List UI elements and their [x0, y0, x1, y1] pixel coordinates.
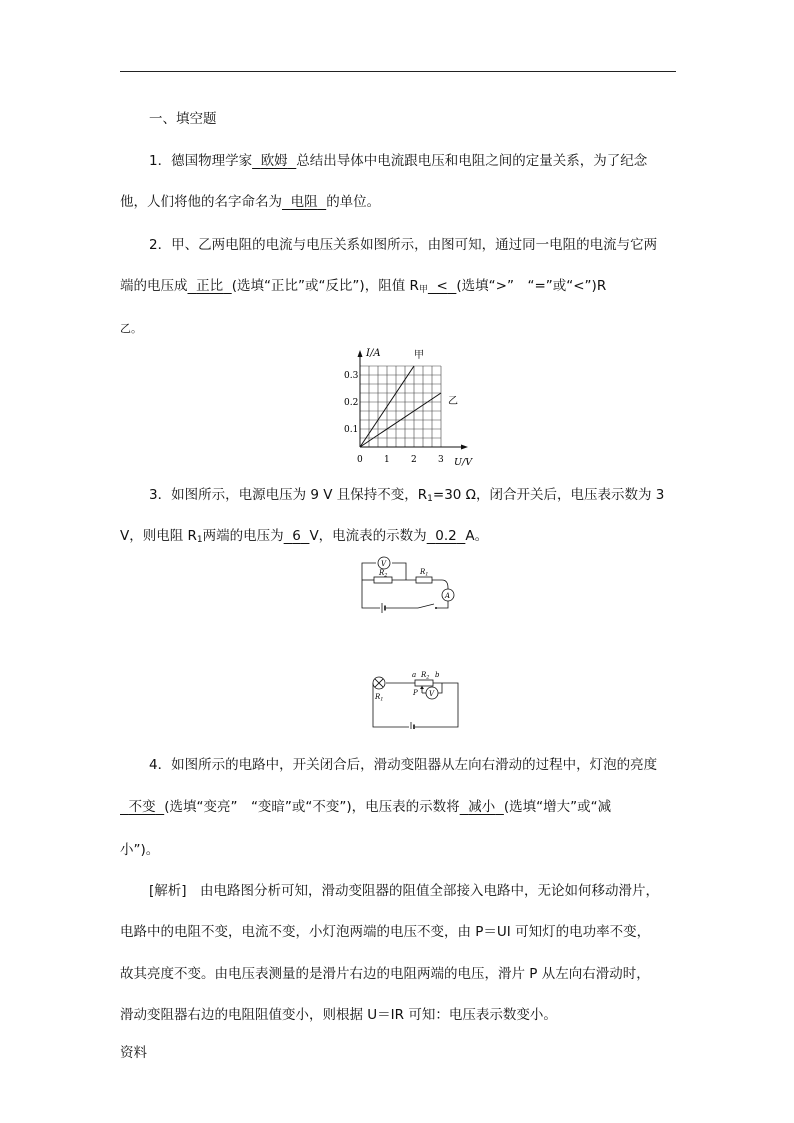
q3-text-e: V，电流表的示数为: [309, 528, 427, 544]
x-tick-0: 0: [357, 455, 363, 465]
q3-blank-current: 0.2: [435, 528, 457, 544]
q3-blank-voltage: 6: [292, 528, 301, 544]
q3-sub-2: 1: [196, 535, 203, 545]
q3-line1: [149, 486, 664, 508]
x-axis-label: U/V: [454, 457, 473, 468]
analysis-line1: [解析] 由电路图分析可知，滑动变阻器的阻值全部接入电路中，无论如何移动滑片，: [149, 883, 660, 899]
q2-blank-less: <: [436, 278, 448, 294]
q1-blank-resistance: 电阻: [290, 194, 318, 210]
q1-line1: [149, 152, 647, 170]
q1-text-d: 的单位。: [326, 194, 381, 210]
q2-line1: 2．甲、乙两电阻的电流与电压关系如图所示，由图可知，通过同一电阻的电流与它两: [149, 237, 658, 253]
label-jia: 甲: [414, 350, 424, 361]
section-title: 一、填空题: [149, 111, 217, 127]
q4-blank-brightness: 不变: [128, 799, 156, 815]
terminal-b-label: b: [435, 671, 440, 679]
y-tick-0-1: 0.1: [344, 425, 359, 435]
q2-text-c: (选填“>” “=”或“<”)R: [456, 278, 607, 294]
q3-line2: [120, 527, 488, 549]
q4-line3: 小”)。: [120, 842, 160, 858]
analysis-line2: 电路中的电阻不变，电流不变，小灯泡两端的电压不变，由 P＝UI 可知灯的电功率不变，: [120, 924, 651, 940]
switch-contact: [435, 607, 437, 609]
q2-line2: [120, 277, 606, 299]
y-tick-0-3: 0.3: [344, 371, 359, 381]
q2-text-b: (选填“正比”或“反比”)，阻值 R: [231, 278, 419, 294]
voltmeter-label: V: [381, 560, 387, 568]
circuit-diagram-1: [356, 556, 464, 614]
slider-p-label: P: [413, 689, 418, 697]
q4-line1: 4．如图所示的电路中，开关闭合后，滑动变阻器从左向右滑动的过程中，灯泡的亮度: [149, 757, 658, 773]
header-rule: [120, 71, 676, 72]
x-tick-1: 1: [384, 455, 390, 465]
q3-text-f: A。: [465, 528, 489, 544]
q2-sub-jia: 甲: [418, 285, 428, 295]
rheostat-r2-label: $R_2$: [421, 671, 430, 681]
resistor-r2: [374, 577, 392, 583]
footer-text: 资料: [120, 1045, 147, 1061]
q1-text-a: 1．德国物理学家: [149, 153, 253, 169]
r2-label: $R_2$: [379, 569, 388, 579]
q1-blank-ohm: 欧姆: [260, 153, 288, 169]
circuit-diagram-2: [370, 665, 464, 729]
graph-grid: [360, 366, 441, 447]
q2-text-a: 端的电压成: [120, 278, 188, 294]
q3-text-d: 两端的电压为: [202, 528, 284, 544]
x-axis-arrow: [461, 445, 468, 450]
switch-symbol: [418, 604, 434, 608]
q1-line2: [120, 193, 380, 211]
q4-line2: [120, 798, 611, 816]
y-axis-arrow: [358, 350, 363, 357]
y-tick-0-2: 0.2: [344, 398, 359, 408]
analysis-line4: 滑动变阻器右边的电阻阻值变小，则根据 U＝IR 可知：电压表示数变小。: [120, 1007, 557, 1023]
y-axis-label: I/A: [366, 348, 381, 359]
x-tick-2: 2: [411, 455, 417, 465]
q4-text-a: (选填“变亮” “变暗”或“不变”)，电压表的示数将: [164, 799, 460, 815]
iu-graph: [336, 344, 480, 472]
rheostat-r2: [415, 680, 433, 686]
q4-text-b: (选填“增大”或“减: [503, 799, 612, 815]
q2-line3: 乙。: [120, 322, 142, 335]
q3-sub-1: 1: [427, 494, 433, 504]
lamp-r1-label: $R_1$: [375, 693, 384, 703]
slider-arrow: [420, 686, 424, 689]
x-tick-3: 3: [438, 455, 444, 465]
q3-text-a: 3．如图所示，电源电压为 9 V 且保持不变，R: [149, 487, 428, 503]
voltmeter-label: V: [429, 690, 435, 698]
q1-text-b: 总结出导体中电流跟电压和电阻之间的定量关系，为了纪念: [296, 153, 648, 169]
q4-blank-voltmeter: 减小: [468, 799, 496, 815]
q3-text-c: V，则电阻 R: [120, 528, 197, 544]
q3-text-b: =30 Ω，闭合开关后，电压表示数为 3: [432, 487, 665, 503]
label-yi: 乙: [448, 396, 458, 407]
q1-text-c: 他，人们将他的名字命名为: [120, 194, 282, 210]
r1-label: $R_1$: [420, 568, 429, 578]
ammeter-label: A: [445, 592, 451, 600]
analysis-line3: 故其亮度不变。由电压表测量的是滑片右边的电阻两端的电压，滑片 P 从左向右滑动时，: [120, 966, 650, 982]
terminal-a-label: a: [412, 671, 417, 679]
resistor-r1: [416, 577, 432, 583]
q2-blank-proportional: 正比: [196, 278, 224, 294]
